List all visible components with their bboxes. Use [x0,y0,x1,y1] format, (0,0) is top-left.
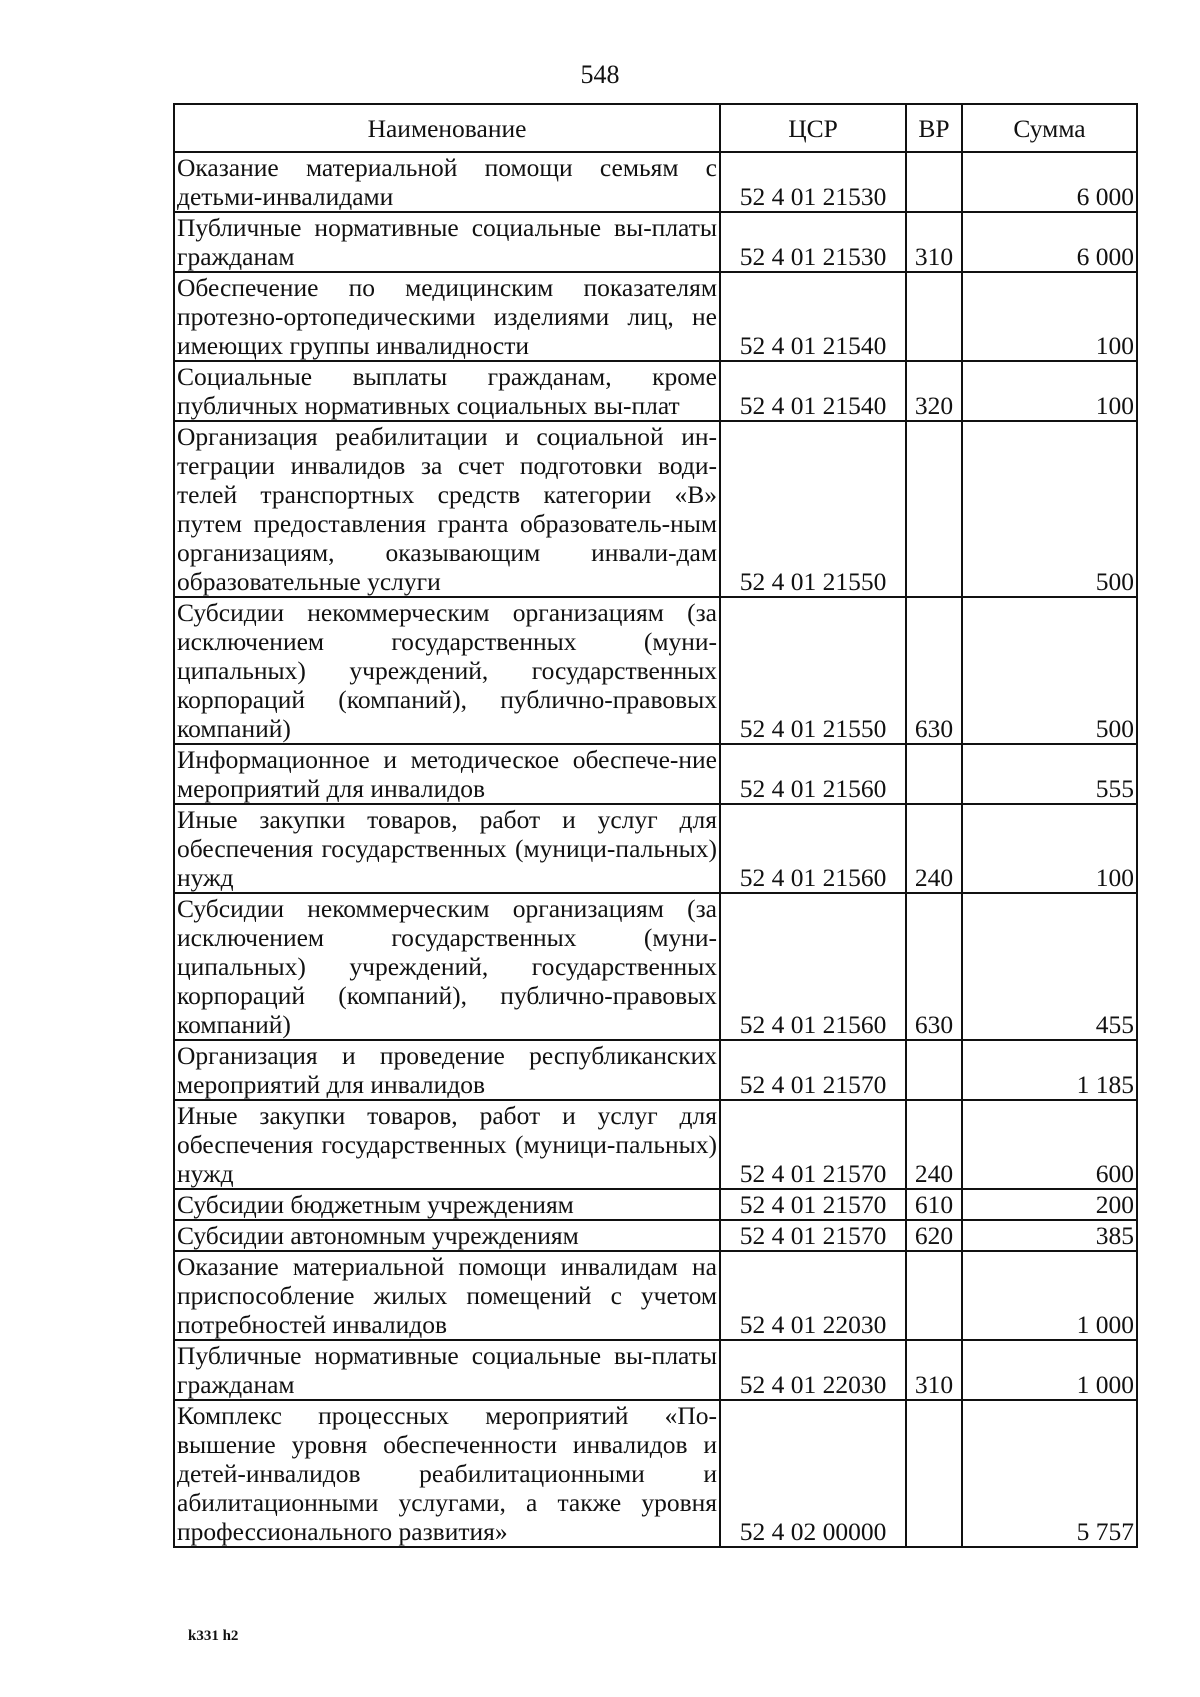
row-vr-cell [906,1400,962,1547]
row-vr-cell: 620 [906,1220,962,1251]
row-sum-cell: 6 000 [962,152,1137,212]
row-vr-cell: 310 [906,1340,962,1400]
row-sum-cell: 100 [962,272,1137,361]
page-number: 548 [580,60,620,89]
row-vr-cell: 240 [906,804,962,893]
row-vr-cell [906,272,962,361]
table-row [174,1100,1137,1189]
row-name-cell: Информационное и методическое обеспече-ние мероприятий для инвалидов [174,744,720,804]
table-row [174,421,1137,597]
row-csr-cell: 52 4 01 22030 [720,1251,906,1340]
row-csr-cell: 52 4 01 21570 [720,1040,906,1100]
row-vr-cell [906,421,962,597]
row-name-cell: Организация реабилитации и социальной ин-теграции инвалидов за счет подготовки води-телей транспортных средств категории «В» путем предоставления гранта образователь-ным организациям, оказывающим инвали-дам образовательные услуги [174,421,720,597]
row-vr-cell [906,744,962,804]
row-name-cell: Субсидии бюджетным учреждениям [174,1189,720,1220]
table-body [174,152,1137,1547]
row-sum-cell: 600 [962,1100,1137,1189]
row-sum-cell: 6 000 [962,212,1137,272]
row-csr-cell: 52 4 01 21570 [720,1100,906,1189]
row-sum-cell: 100 [962,361,1137,421]
table-row [174,597,1137,744]
row-name-cell: Субсидии некоммерческим организациям (за исключением государственных (муни-ципальных) учреждений, государственных корпораций (компаний), публично-правовых компаний) [174,597,720,744]
row-name-cell: Оказание материальной помощи семьям с детьми-инвалидами [174,152,720,212]
row-sum-cell: 555 [962,744,1137,804]
row-sum-cell: 1 000 [962,1251,1137,1340]
row-csr-cell: 52 4 01 21570 [720,1189,906,1220]
row-name-cell: Оказание материальной помощи инвалидам на приспособление жилых помещений с учетом потребностей инвалидов [174,1251,720,1340]
table-row [174,1220,1137,1251]
header-sum: Сумма [962,104,1137,152]
row-csr-cell: 52 4 01 21560 [720,744,906,804]
row-sum-cell: 5 757 [962,1400,1137,1547]
table-row [174,272,1137,361]
table-row [174,1400,1137,1547]
row-name-cell: Комплекс процессных мероприятий «По-вышение уровня обеспеченности инвалидов и детей-инвалидов реабилитационными и абилитационными услугами, а также уровня профессионального развития» [174,1400,720,1547]
row-name-cell: Иные закупки товаров, работ и услуг для обеспечения государственных (муници-пальных) нужд [174,804,720,893]
row-csr-cell: 52 4 01 21560 [720,893,906,1040]
row-vr-cell: 610 [906,1189,962,1220]
table-row [174,893,1137,1040]
row-vr-cell: 240 [906,1100,962,1189]
row-name-cell: Социальные выплаты гражданам, кроме публичных нормативных социальных вы-плат [174,361,720,421]
row-csr-cell: 52 4 01 21530 [720,152,906,212]
header-vr: ВР [906,104,962,152]
table-row [174,1340,1137,1400]
header-name: Наименование [174,104,720,152]
row-csr-cell: 52 4 01 21550 [720,597,906,744]
row-sum-cell: 100 [962,804,1137,893]
budget-table [173,103,1138,1548]
row-name-cell: Обеспечение по медицинским показателям протезно-ортопедическими изделиями лиц, не имеющих группы инвалидности [174,272,720,361]
row-sum-cell: 1 000 [962,1340,1137,1400]
table-row [174,361,1137,421]
row-name-cell: Публичные нормативные социальные вы-платы гражданам [174,1340,720,1400]
row-vr-cell: 630 [906,597,962,744]
row-sum-cell: 385 [962,1220,1137,1251]
table-row [174,1040,1137,1100]
row-sum-cell: 500 [962,597,1137,744]
row-sum-cell: 1 185 [962,1040,1137,1100]
row-csr-cell: 52 4 01 21540 [720,361,906,421]
table-row [174,804,1137,893]
row-sum-cell: 500 [962,421,1137,597]
row-csr-cell: 52 4 01 21570 [720,1220,906,1251]
table-row [174,212,1137,272]
row-name-cell: Субсидии автономным учреждениям [174,1220,720,1251]
row-csr-cell: 52 4 01 21550 [720,421,906,597]
header-csr: ЦСР [720,104,906,152]
table-row [174,744,1137,804]
row-name-cell: Организация и проведение республиканских мероприятий для инвалидов [174,1040,720,1100]
row-vr-cell: 310 [906,212,962,272]
row-name-cell: Иные закупки товаров, работ и услуг для обеспечения государственных (муници-пальных) нужд [174,1100,720,1189]
row-name-cell: Публичные нормативные социальные вы-платы гражданам [174,212,720,272]
table-row [174,1251,1137,1340]
row-sum-cell: 200 [962,1189,1137,1220]
row-vr-cell: 320 [906,361,962,421]
row-vr-cell: 630 [906,893,962,1040]
row-csr-cell: 52 4 01 21540 [720,272,906,361]
table-row [174,152,1137,212]
row-vr-cell [906,1251,962,1340]
table-row [174,1189,1137,1220]
row-sum-cell: 455 [962,893,1137,1040]
row-csr-cell: 52 4 01 22030 [720,1340,906,1400]
row-csr-cell: 52 4 01 21530 [720,212,906,272]
row-vr-cell [906,1040,962,1100]
row-csr-cell: 52 4 02 00000 [720,1400,906,1547]
row-vr-cell [906,152,962,212]
row-csr-cell: 52 4 01 21560 [720,804,906,893]
footer-code: k331 h2 [188,1628,239,1644]
row-name-cell: Субсидии некоммерческим организациям (за исключением государственных (муни-ципальных) учреждений, государственных корпораций (компаний), публично-правовых компаний) [174,893,720,1040]
table-header-row [174,104,1137,152]
